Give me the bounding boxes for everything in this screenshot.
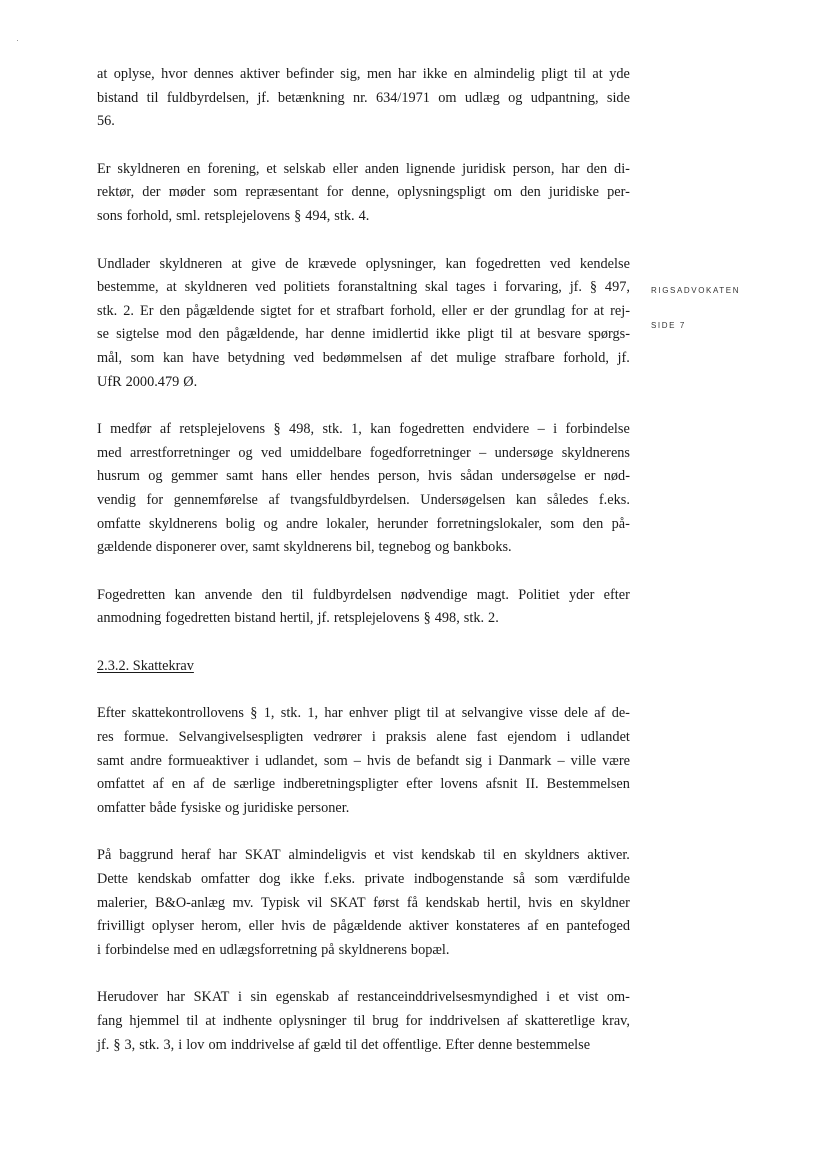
text-line: rektør, der møder som repræsentant for denne, oplysningspligt om den juridiske per- [97,184,630,201]
organization-label: RIGSADVOKATEN [651,286,741,295]
text-line: 56. [97,113,115,130]
text-line: Fogedretten kan anvende den til fuldbyrdelsen nødvendige magt. Politiet yder efter [97,586,630,603]
text-line: fang hjemmel til at indhente oplysninger til brug for inddrivelsen af skatteretlige krav, [97,1013,630,1029]
paragraph [97,986,630,1057]
text-line: Undlader skyldneren at give de krævede oplysninger, kan fogedretten ved kendelse [97,255,630,272]
paragraphs-after-heading [97,702,630,1057]
text-line: omfatter både fysiske og juridiske personer. [97,799,350,816]
text-line: På baggrund heraf har SKAT almindeligvis et vist kendskab til en skyldners aktiver. [97,847,630,864]
text-line: I medfør af retsplejelovens § 498, stk. 1, kan fogedretten endvidere – i forbindelse [97,421,630,438]
paragraph [97,253,630,395]
text-line: bestemme, at skyldneren ved politiets foranstaltning skal tages i forvaring, jf. § 497, [97,279,630,296]
text-line: UfR 2000.479 Ø. [97,373,198,390]
text-line: res formue. Selvangivelsespligten vedrører i praksis alene fast ejendom i udlandet [97,729,630,746]
text-line: se sigtelse mod den pågældende, har denne imidlertid ikke pligt til at besvare spørgs- [97,326,630,343]
text-line: omfattet af en af de særlige indberetningspligter efter lovens afsnit II. Bestemmelsen [97,776,630,793]
text-line: gældende disponerer over, samt skyldnerens bil, tegnebog og bankboks. [97,539,512,556]
text-line: malerier, B&O-anlæg mv. Typisk vil SKAT først få kendskab hertil, hvis en skyldner [97,894,630,911]
text-line: jf. § 3, stk. 3, i lov om inddrivelse af gæld til det offentlige. Efter denne bestemmelse [97,1036,591,1053]
paragraph [97,702,630,820]
paragraph [97,844,630,962]
text-line: samt andre formueaktiver i udlandet, som – hvis de befandt sig i Danmark – ville være [97,752,630,769]
text-line: bistand til fuldbyrdelsen, jf. betænkning nr. 634/1971 om udlæg og udpantning, side [97,89,630,106]
paragraph [97,158,630,229]
text-line: anmodning fogedretten bistand hertil, jf. retsplejelovens § 498, stk. 2. [97,610,499,627]
text-line: med arrestforretninger og ved umiddelbare fogedforretninger – undersøge skyldnerens [97,444,630,461]
text-line: Herudover har SKAT i sin egenskab af restanceinddrivelsesmyndighed i et vist om- [97,989,630,1006]
text-line: frivilligt oplyser herom, eller hvis de pågældende aktiver konstateres af en pantefoged [97,918,630,935]
paragraphs-before-heading [97,63,630,631]
paragraph [97,63,630,134]
text-line: stk. 2. Er den pågældende sigtet for et strafbart forhold, eller er der grundlag for at rej- [97,302,630,319]
text-line: husrum og gemmer samt hans eller hendes person, hvis sådan undersøgelse er nød- [97,468,630,485]
paragraph [97,418,630,560]
text-line: omfatte skyldnerens bolig og andre lokaler, herunder forretningslokaler, som den på- [97,515,630,532]
text-line: vendig for gennemførelse af tvangsfuldbyrdelsen. Undersøgelsen kan således f.eks. [97,491,630,508]
text-line: mål, som kan have betydning ved bedømmelsen af det mulige strafbare forhold, jf. [97,349,630,366]
paragraph [97,584,630,631]
scan-speck [17,40,18,41]
body-text [97,63,630,1081]
text-line: Er skyldneren en forening, et selskab eller anden lignende juridisk person, har den di- [97,160,630,177]
sidebar [651,286,740,330]
text-line: at oplyse, hvor dennes aktiver befinder sig, men har ikke en almindelig pligt til at yde [97,66,630,82]
section-heading: 2.3.2. Skattekrav [97,657,194,674]
page-number: SIDE 7 [651,321,686,330]
text-line: sons forhold, sml. retsplejelovens § 494, stk. 4. [97,207,370,224]
text-line: i forbindelse med en udlægsforretning på skyldnerens bopæl. [97,941,450,958]
text-line: Efter skattekontrollovens § 1, stk. 1, har enhver pligt til at selvangive visse dele af de- [97,705,630,722]
text-line: Dette kendskab omfatter dog ikke f.eks. private indbogenstande så som værdifulde [97,871,630,888]
